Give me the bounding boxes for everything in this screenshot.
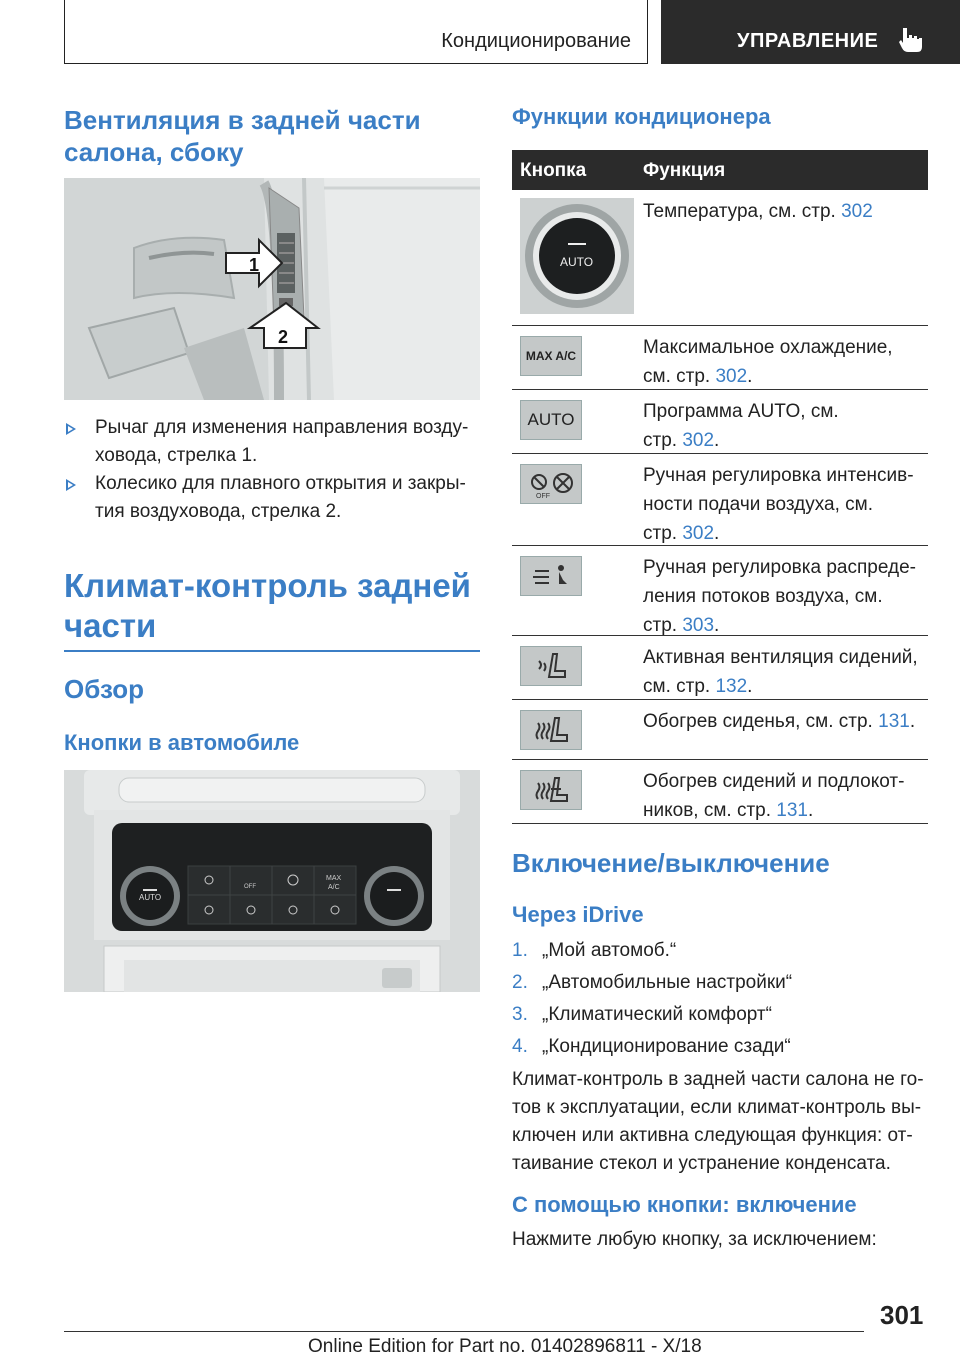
idrive-heading: Через iDrive — [512, 902, 644, 927]
door-vent-photo — [64, 178, 480, 400]
page-number: 301 — [880, 1300, 924, 1330]
button-on-text: Нажмите любую кнопку, за исключением: — [512, 1229, 877, 1250]
row-description: Температура, см. стр. 302 — [643, 201, 873, 222]
table-header — [512, 150, 928, 190]
body-paragraph: Климат-контроль в задней части салона не го‐ тов к эксплуатации, если климат-контроль вы‐ ключен или активна следующая функция: от‐ таивание стекол и устранение конденсата. — [512, 1069, 924, 1174]
auto-icon: AUTO — [520, 400, 582, 440]
bullet-item-1: Рычаг для изменения направления возду‐ ховода, стрелка 1. — [64, 414, 480, 470]
climate-heading — [64, 566, 471, 646]
page-ref-link[interactable]: 131 — [776, 800, 808, 821]
page-ref-link[interactable]: 302 — [682, 523, 715, 544]
table-row — [512, 546, 928, 636]
max-ac-icon: MAX A/C — [520, 336, 582, 376]
header-chapter-title: УПРАВЛЕНИЕ — [737, 30, 879, 52]
buttons-heading: Кнопки в автомобиле — [64, 730, 300, 755]
panel-max-label: MAX — [326, 875, 342, 882]
table-row — [512, 454, 928, 546]
seat-ventilation-icon — [520, 646, 582, 686]
seat-heating-icon — [520, 710, 582, 750]
panel-ac-label: A/C — [328, 884, 340, 891]
svg-text:OFF: OFF — [536, 493, 550, 499]
arrow-label-2: 2 — [278, 327, 289, 347]
vent-heading-line1: Вентиляция в задней части — [64, 105, 421, 135]
header-section-box — [64, 0, 648, 64]
temperature-knob-icon — [520, 198, 634, 314]
rear-panel-photo — [64, 770, 480, 992]
table-row — [512, 636, 928, 700]
overview-heading: Обзор — [64, 674, 144, 704]
onoff-heading: Включение/выключение — [512, 848, 830, 878]
footer-divider — [64, 1331, 864, 1332]
row-description: Ручная регулировка интенсив‐ ности подачи воздуха, см. стр. 302. — [643, 465, 914, 544]
header-chapter-box — [661, 0, 960, 64]
button-on-heading: С помощью кнопки: включение — [512, 1192, 857, 1217]
row-description: Обогрев сиденья, см. стр. 131. — [643, 711, 916, 732]
fan-speed-icon — [520, 464, 582, 504]
table-row — [512, 190, 928, 326]
bullet-triangle-icon — [66, 479, 76, 491]
header-section-title: Кондиционирование — [441, 30, 631, 52]
page-ref-link[interactable]: 131 — [878, 711, 910, 732]
list-item: 3. „Климатический комфорт“ — [512, 1004, 772, 1025]
table-col-function: Функция — [643, 160, 726, 181]
air-distribution-icon — [520, 556, 582, 596]
table-row — [512, 700, 928, 760]
climate-heading-line2: части — [64, 607, 157, 644]
row-description: Активная вентиляция сидений, см. стр. 132. — [643, 647, 918, 697]
page-ref-link[interactable]: 302 — [715, 366, 748, 387]
seat-armrest-heating-icon — [520, 770, 582, 810]
footer-edition: Online Edition for Part no. 01402896811 - X/18 — [308, 1336, 702, 1357]
bullet-triangle-icon — [66, 423, 76, 435]
page-ref-link[interactable]: 303 — [682, 615, 715, 636]
row-description: Обогрев сидений и подлокот‐ ников, см. стр. 131. — [643, 771, 905, 821]
row-description: Максимальное охлаждение, см. стр. 302. — [643, 337, 893, 387]
vent-heading-line2: салона, сбоку — [64, 137, 244, 167]
table-col-button: Кнопка — [520, 160, 587, 181]
panel-off-label: OFF — [244, 884, 256, 890]
page-ref-link[interactable]: 302 — [682, 430, 715, 451]
functions-heading: Функции кондиционера — [512, 104, 771, 129]
knob-auto-label: AUTO — [560, 255, 594, 269]
page-ref-link[interactable]: 302 — [841, 201, 873, 222]
row-description: Ручная регулировка распреде‐ ления потоков воздуха, см. стр. 303. — [643, 557, 916, 636]
bullet-item-2: Колесико для плавного открытия и закры‐ тия воздуховода, стрелка 2. — [64, 470, 480, 526]
pointing-hand-icon — [897, 26, 925, 54]
climate-heading-line1: Климат-контроль задней — [64, 567, 471, 604]
row-description: Программа AUTO, см. стр. 302. — [643, 401, 839, 451]
list-item: 2. „Автомобильные настройки“ — [512, 972, 793, 993]
arrow-label-1: 1 — [249, 255, 260, 275]
vent-heading — [64, 104, 421, 168]
section-divider — [64, 650, 480, 652]
list-item: 4. „Кондиционирование сзади“ — [512, 1036, 791, 1057]
panel-auto-label: AUTO — [139, 893, 162, 902]
table-row — [512, 390, 928, 454]
table-row — [512, 326, 928, 390]
list-item: 1. „Мой автомоб.“ — [512, 940, 677, 961]
table-row — [512, 760, 928, 824]
page-ref-link[interactable]: 132 — [715, 676, 748, 697]
